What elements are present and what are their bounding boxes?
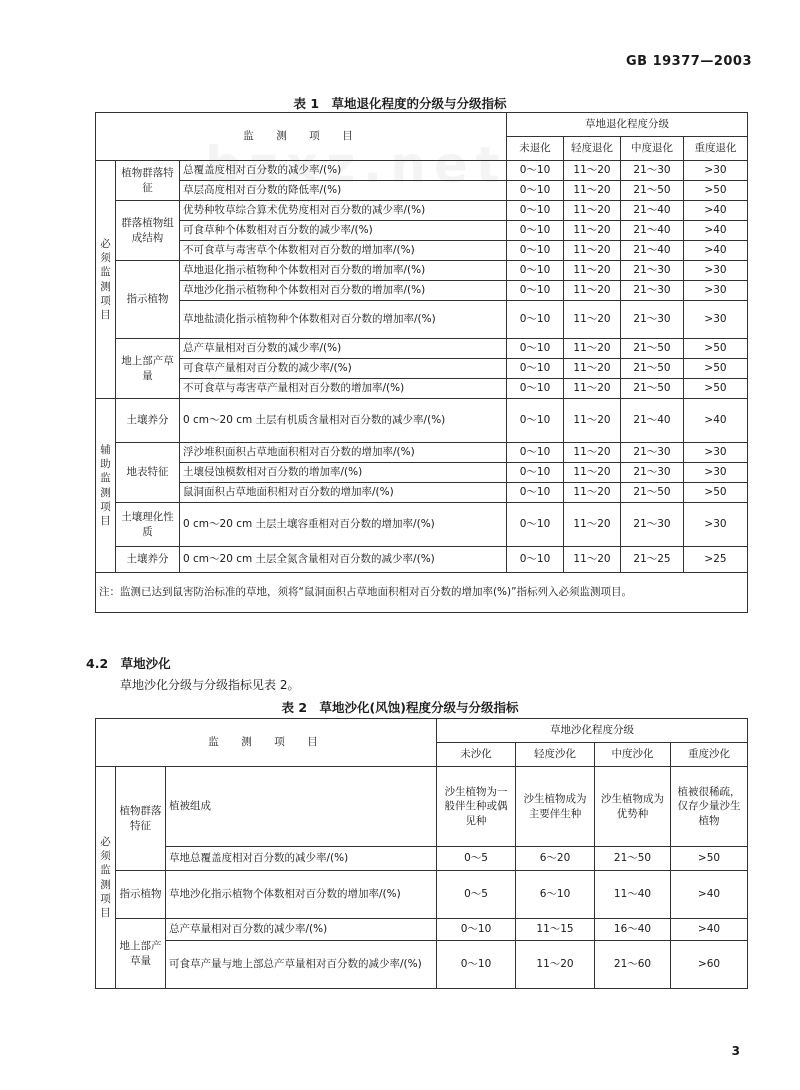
value-cell: 21～30 [621, 443, 684, 463]
value-cell: >30 [684, 443, 748, 463]
value-cell: 11～20 [564, 443, 621, 463]
group-label: 土壤养分 [116, 399, 180, 443]
table1-header-row [96, 113, 748, 137]
value-cell: >40 [684, 201, 748, 221]
value-cell: 11～20 [564, 399, 621, 443]
value-cell: 21～40 [621, 399, 684, 443]
value-cell: >30 [684, 261, 748, 281]
monitor-items-header: 监 测 项 目 [96, 719, 437, 767]
table-row [96, 359, 748, 379]
grade-label: 中度退化 [621, 137, 684, 161]
table-row [96, 201, 748, 221]
grade-label: 轻度沙化 [516, 743, 595, 767]
value-cell: 11～20 [564, 281, 621, 301]
item-cell: 可食草产量相对百分数的减少率/(%) [180, 359, 507, 379]
grade-label: 轻度退化 [564, 137, 621, 161]
grade-header: 草地沙化程度分级 [437, 719, 748, 743]
table-row [96, 379, 748, 399]
value-cell: 0～10 [507, 281, 564, 301]
table1 [95, 112, 748, 613]
value-cell: 0～10 [507, 443, 564, 463]
item-cell: 0 cm～20 cm 土层土壤容重相对百分数的增加率/(%) [180, 503, 507, 547]
table-note: 注：监测已达到鼠害防治标准的草地，须将“鼠洞面积占草地面积相对百分数的增加率(%)”指标列入必须监测项目。 [96, 573, 748, 613]
value-cell: >30 [684, 161, 748, 181]
item-cell: 鼠洞面积占草地面积相对百分数的增加率/(%) [180, 483, 507, 503]
value-cell: >60 [671, 941, 748, 989]
mandatory-label: 必须监测项目 [96, 161, 116, 399]
table-row [96, 161, 748, 181]
value-cell: 11～20 [564, 201, 621, 221]
mandatory-label: 必须监测项目 [96, 767, 116, 989]
note-row [96, 573, 748, 613]
value-cell: 11～40 [595, 871, 671, 919]
value-cell: 11～20 [564, 463, 621, 483]
monitor-items-header: 监 测 项 目 [96, 113, 507, 161]
table-row [96, 547, 748, 573]
value-cell: 21～50 [621, 339, 684, 359]
standard-code: GB 19377—2003 [625, 54, 752, 69]
table2-title: 表 2 草地沙化(风蚀)程度分级与分级指标 [281, 700, 519, 715]
value-cell: 11～20 [564, 221, 621, 241]
item-cell: 0 cm～20 cm 土层全氮含量相对百分数的减少率/(%) [180, 547, 507, 573]
value-cell: 植被很稀疏，仅存少量沙生植物 [671, 767, 748, 847]
item-cell: 草地盐渍化指示植物种个体数相对百分数的增加率/(%) [180, 301, 507, 339]
table-row [96, 301, 748, 339]
item-cell: 草地沙化指示植物种个体数相对百分数的增加率/(%) [180, 281, 507, 301]
value-cell: >25 [684, 547, 748, 573]
value-cell: 16～40 [595, 919, 671, 941]
table2-header-row [96, 719, 748, 743]
value-cell: 0～10 [507, 301, 564, 339]
item-cell: 草地总覆盖度相对百分数的减少率/(%) [166, 847, 437, 871]
value-cell: 沙生植物为一般伴生种或偶见种 [437, 767, 516, 847]
table-row [96, 767, 748, 847]
value-cell: 21～30 [621, 301, 684, 339]
value-cell: 21～40 [621, 221, 684, 241]
item-cell: 草层高度相对百分数的降低率/(%) [180, 181, 507, 201]
value-cell: 0～10 [507, 241, 564, 261]
grade-label: 重度退化 [684, 137, 748, 161]
item-cell: 草地沙化指示植物个体数相对百分数的增加率/(%) [166, 871, 437, 919]
value-cell: 11～20 [564, 261, 621, 281]
value-cell: 6～20 [516, 847, 595, 871]
value-cell: 0～10 [507, 339, 564, 359]
value-cell: 21～30 [621, 161, 684, 181]
value-cell: 21～50 [621, 483, 684, 503]
table-row [96, 483, 748, 503]
value-cell: >40 [671, 871, 748, 919]
table-row [96, 221, 748, 241]
value-cell: 11～20 [564, 161, 621, 181]
value-cell: 21～30 [621, 463, 684, 483]
value-cell: 11～20 [564, 181, 621, 201]
value-cell: 沙生植物成为主要伴生种 [516, 767, 595, 847]
value-cell: 0～10 [507, 161, 564, 181]
table-row [96, 463, 748, 483]
value-cell: 21～50 [621, 359, 684, 379]
group-label: 地上部产草量 [116, 339, 180, 399]
value-cell: 11～20 [564, 379, 621, 399]
group-label: 土壤养分 [116, 547, 180, 573]
table-row [96, 241, 748, 261]
group-label: 地表特征 [116, 443, 180, 503]
grade-label: 重度沙化 [671, 743, 748, 767]
value-cell: >30 [684, 503, 748, 547]
value-cell: 21～40 [621, 201, 684, 221]
table-row [96, 339, 748, 359]
value-cell: 6～10 [516, 871, 595, 919]
value-cell: 21～30 [621, 503, 684, 547]
value-cell: 0～10 [507, 261, 564, 281]
value-cell: >30 [684, 281, 748, 301]
table-row [96, 503, 748, 547]
value-cell: 11～15 [516, 919, 595, 941]
group-label: 植物群落特征 [116, 161, 180, 201]
item-cell: 植被组成 [166, 767, 437, 847]
item-cell: 浮沙堆积面积占草地面积相对百分数的增加率/(%) [180, 443, 507, 463]
value-cell: 0～5 [437, 847, 516, 871]
value-cell: 11～20 [564, 483, 621, 503]
value-cell: >50 [684, 181, 748, 201]
value-cell: 11～20 [564, 503, 621, 547]
page-number: 3 [731, 1044, 740, 1058]
item-cell: 可食草种个体数相对百分数的减少率/(%) [180, 221, 507, 241]
value-cell: 0～10 [507, 379, 564, 399]
table1-title: 表 1 草地退化程度的分级与分级指标 [293, 96, 507, 111]
value-cell: 沙生植物成为优势种 [595, 767, 671, 847]
aux-label: 辅助监测项目 [96, 399, 116, 573]
grade-label: 中度沙化 [595, 743, 671, 767]
group-label: 土壤理化性质 [116, 503, 180, 547]
value-cell: 0～10 [437, 941, 516, 989]
value-cell: 21～50 [621, 379, 684, 399]
value-cell: 21～60 [595, 941, 671, 989]
value-cell: 21～25 [621, 547, 684, 573]
item-cell: 草地退化指示植物种个体数相对百分数的增加率/(%) [180, 261, 507, 281]
table-row [96, 919, 748, 941]
value-cell: 0～10 [507, 483, 564, 503]
section-heading: 4.2 草地沙化 [86, 656, 171, 671]
value-cell: 0～10 [507, 399, 564, 443]
value-cell: 0～10 [507, 201, 564, 221]
section-intro: 草地沙化分级与分级指标见表 2。 [120, 678, 300, 692]
value-cell: 0～10 [507, 503, 564, 547]
value-cell: 21～30 [621, 281, 684, 301]
value-cell: 0～10 [507, 359, 564, 379]
item-cell: 总产草量相对百分数的减少率/(%) [180, 339, 507, 359]
value-cell: 0～5 [437, 871, 516, 919]
group-label: 地上部产草量 [116, 919, 166, 989]
table2 [95, 718, 748, 989]
value-cell: >30 [684, 463, 748, 483]
value-cell: >30 [684, 301, 748, 339]
table-row [96, 281, 748, 301]
value-cell: 11～20 [564, 301, 621, 339]
table-row [96, 181, 748, 201]
grade-label: 未退化 [507, 137, 564, 161]
value-cell: >50 [671, 847, 748, 871]
table-row [96, 261, 748, 281]
value-cell: 11～20 [564, 339, 621, 359]
value-cell: >50 [684, 483, 748, 503]
value-cell: >50 [684, 379, 748, 399]
grade-label: 未沙化 [437, 743, 516, 767]
group-label: 植物群落特征 [116, 767, 166, 871]
item-cell: 土壤侵蚀模数相对百分数的增加率/(%) [180, 463, 507, 483]
value-cell: 21～50 [595, 847, 671, 871]
item-cell: 0 cm～20 cm 土层有机质含量相对百分数的减少率/(%) [180, 399, 507, 443]
group-label: 指示植物 [116, 261, 180, 339]
item-cell: 可食草产量与地上部总产草量相对百分数的减少率/(%) [166, 941, 437, 989]
grade-header: 草地退化程度分级 [507, 113, 748, 137]
table-row [96, 941, 748, 989]
value-cell: >40 [684, 399, 748, 443]
value-cell: 21～30 [621, 261, 684, 281]
value-cell: 11～20 [564, 241, 621, 261]
value-cell: 21～50 [621, 181, 684, 201]
group-label: 指示植物 [116, 871, 166, 919]
value-cell: 0～10 [437, 919, 516, 941]
value-cell: >40 [684, 221, 748, 241]
value-cell: 11～20 [564, 359, 621, 379]
item-cell: 优势种牧草综合算术优势度相对百分数的减少率/(%) [180, 201, 507, 221]
value-cell: >50 [684, 359, 748, 379]
table-row [96, 443, 748, 463]
item-cell: 不可食草与毒害草个体数相对百分数的增加率/(%) [180, 241, 507, 261]
table-row [96, 871, 748, 919]
item-cell: 总产草量相对百分数的减少率/(%) [166, 919, 437, 941]
value-cell: 0～10 [507, 547, 564, 573]
value-cell: >40 [671, 919, 748, 941]
value-cell: 0～10 [507, 463, 564, 483]
value-cell: 0～10 [507, 221, 564, 241]
item-cell: 总覆盖度相对百分数的减少率/(%) [180, 161, 507, 181]
value-cell: 11～20 [516, 941, 595, 989]
value-cell: 21～40 [621, 241, 684, 261]
value-cell: 11～20 [564, 547, 621, 573]
value-cell: >40 [684, 241, 748, 261]
value-cell: 0～10 [507, 181, 564, 201]
value-cell: >50 [684, 339, 748, 359]
table-row [96, 847, 748, 871]
table-row [96, 399, 748, 443]
item-cell: 不可食草与毒害草产量相对百分数的增加率/(%) [180, 379, 507, 399]
group-label: 群落植物组成结构 [116, 201, 180, 261]
